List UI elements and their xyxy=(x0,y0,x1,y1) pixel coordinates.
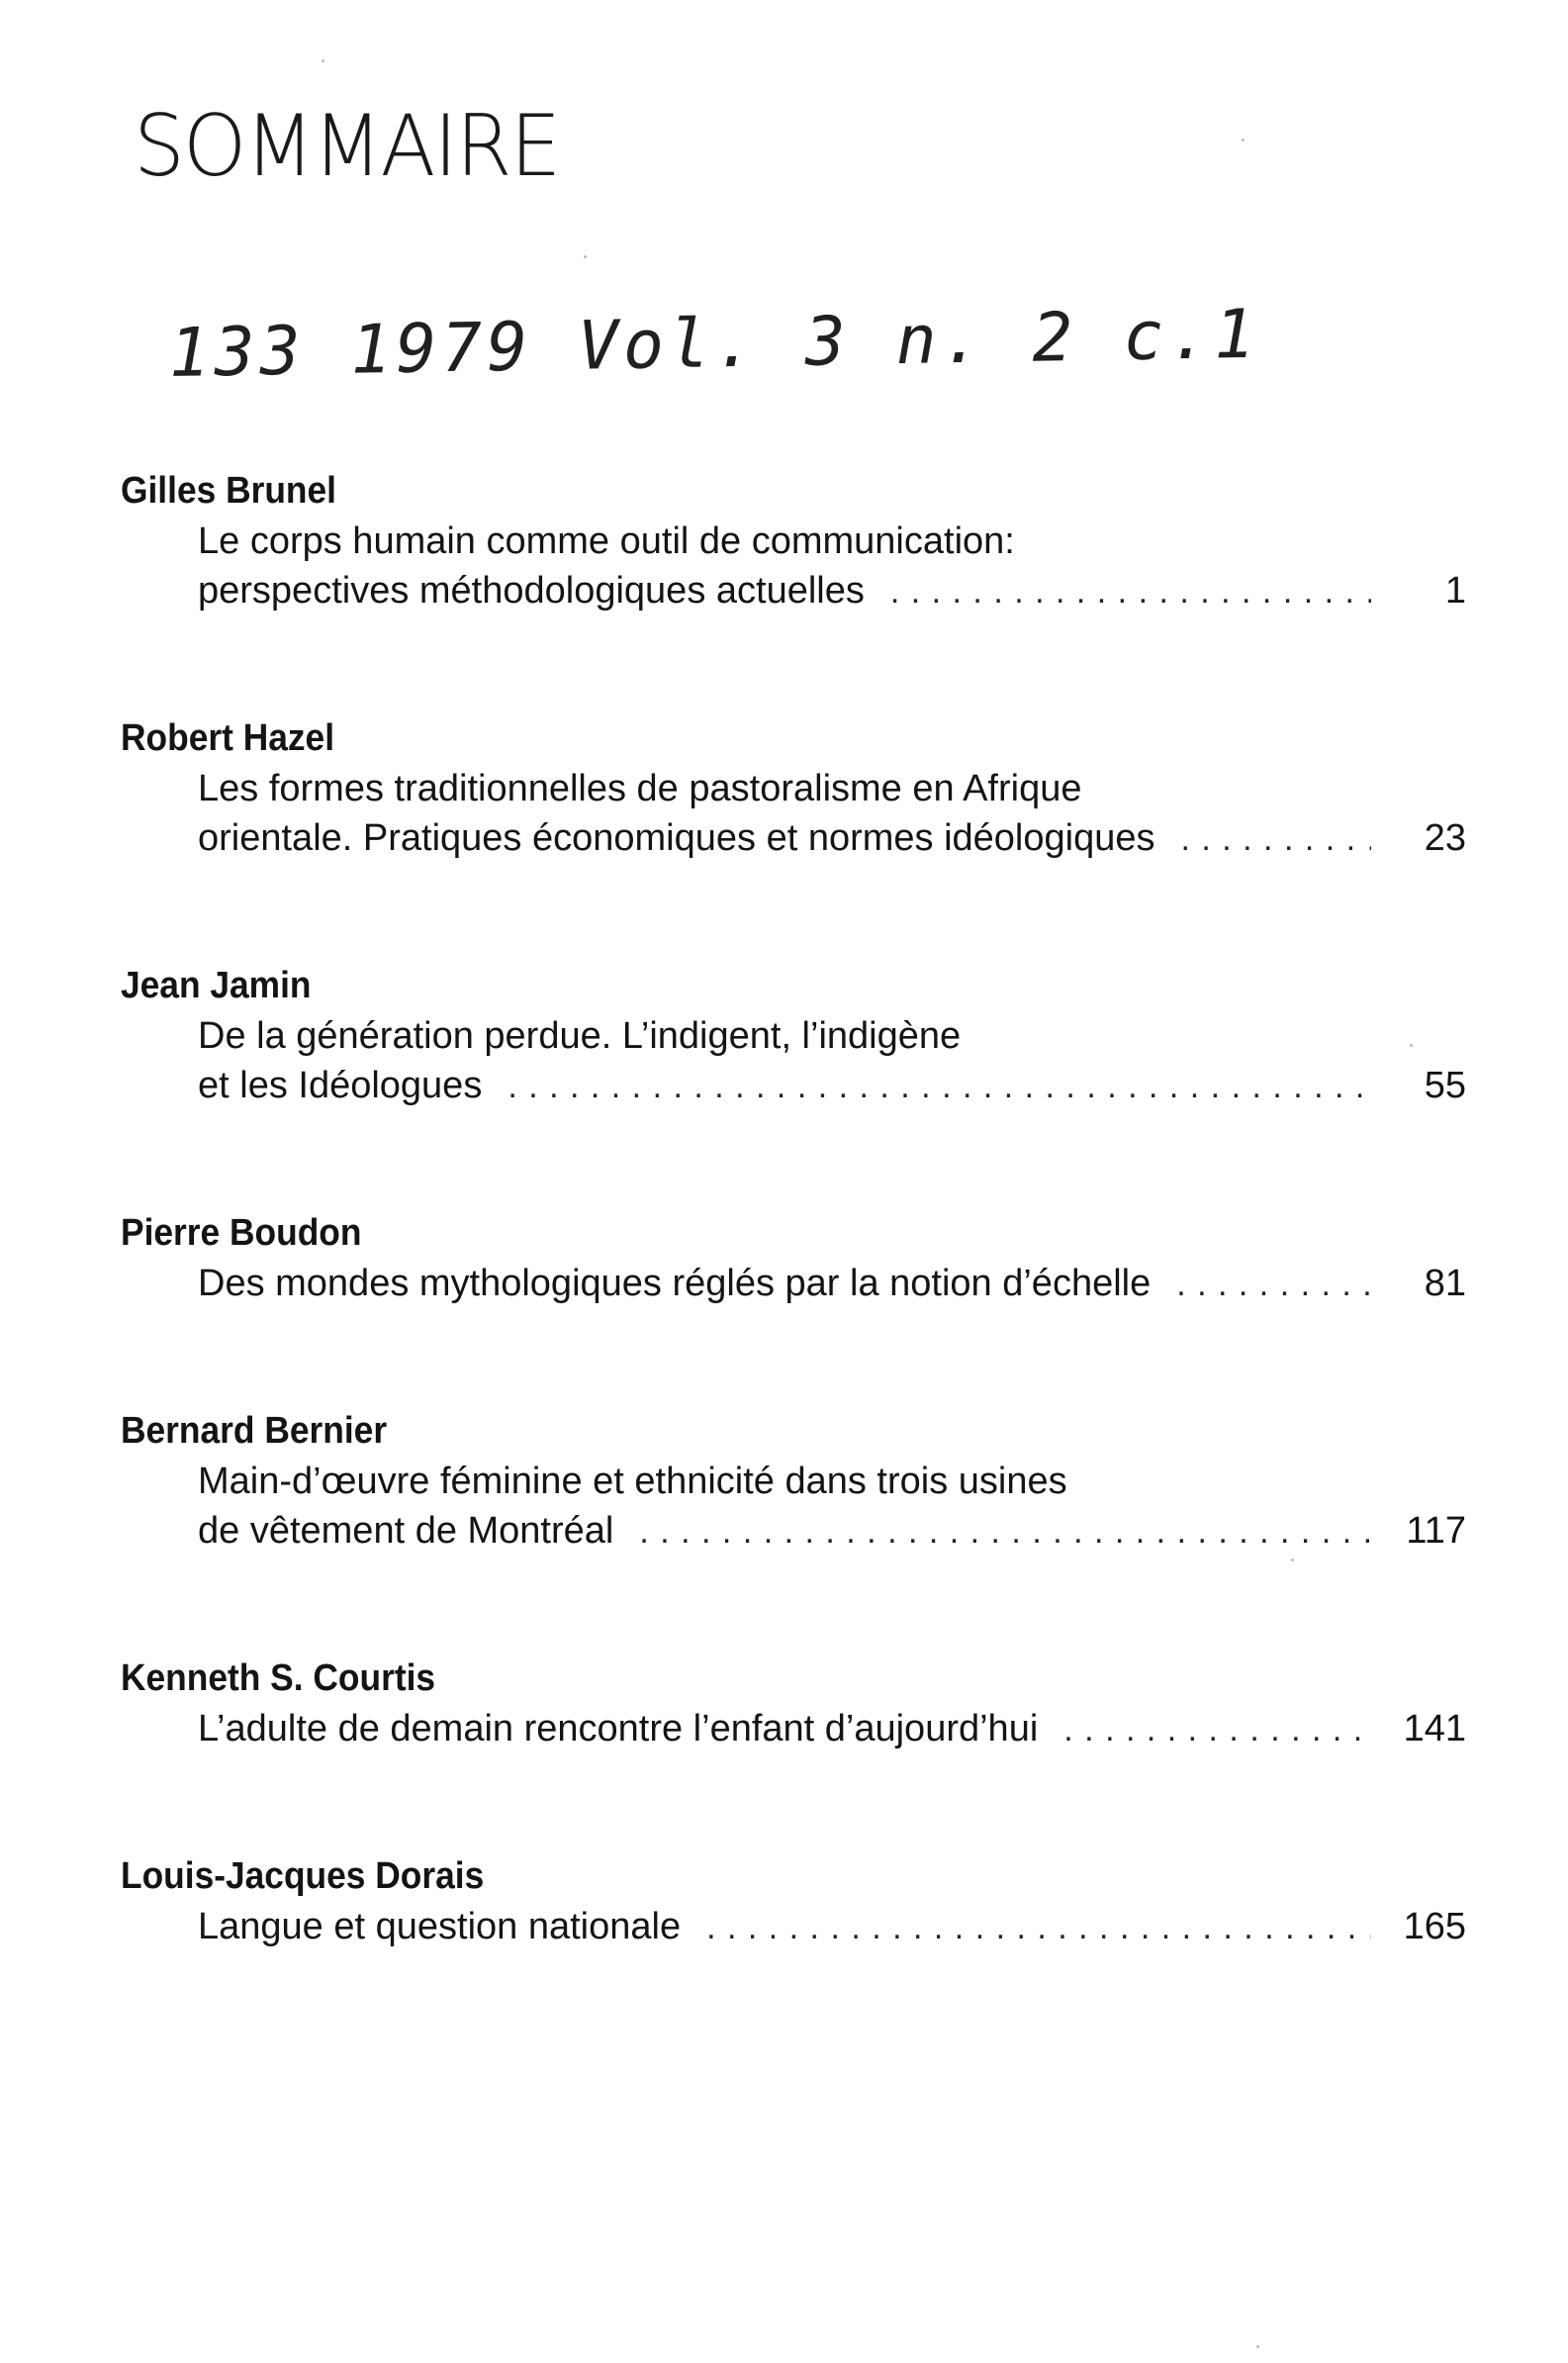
toc-entry xyxy=(121,465,1466,616)
toc-author: Pierre Boudon xyxy=(121,1212,362,1254)
toc-author: Louis-Jacques Dorais xyxy=(121,1855,485,1897)
toc-title-line xyxy=(198,813,1466,864)
toc-page-number: 81 xyxy=(1424,1263,1466,1304)
toc-title-text: Langue et question nationale xyxy=(198,1906,682,1947)
toc-entry xyxy=(121,1653,1466,1754)
paper-speck xyxy=(1410,1044,1413,1047)
paper-speck xyxy=(322,59,324,62)
toc-title-line xyxy=(198,1011,1466,1061)
toc-page-number: 23 xyxy=(1424,817,1466,859)
toc-title-line xyxy=(198,1457,1466,1506)
paper-speck xyxy=(1291,1559,1294,1561)
handwritten-shelfmark: 133 1979 Vol. 3 n. 2 c.1 xyxy=(168,295,1260,393)
toc-title-line xyxy=(198,1061,1466,1111)
toc-title-text: Les formes traditionnelles de pastoralisme en Afrique xyxy=(198,768,1082,809)
toc-title-text: Le corps humain comme outil de communication: xyxy=(198,520,1015,562)
toc-title-line xyxy=(198,764,1466,813)
toc-title-text: et les Idéologues xyxy=(198,1065,483,1106)
paper-speck xyxy=(1242,139,1245,142)
dot-leader xyxy=(1176,1260,1371,1309)
toc-title-line xyxy=(198,1704,1466,1754)
toc-author: Robert Hazel xyxy=(121,717,335,759)
toc-page-number: 55 xyxy=(1424,1065,1466,1106)
toc-author: Gilles Brunel xyxy=(121,470,336,512)
toc-title-text: perspectives méthodologiques actuelles xyxy=(198,570,865,612)
toc-author: Bernard Bernier xyxy=(121,1410,388,1452)
toc-title-line xyxy=(198,1259,1466,1309)
toc-entry xyxy=(121,712,1466,864)
toc-entry xyxy=(121,960,1466,1111)
page-title: SOMMAIRE xyxy=(134,97,560,196)
dot-leader xyxy=(706,1903,1371,1952)
dot-leader xyxy=(507,1062,1371,1111)
paper-speck xyxy=(584,255,587,258)
toc-entry xyxy=(121,1405,1466,1557)
toc-page-number: 165 xyxy=(1403,1906,1466,1947)
toc-entry xyxy=(121,1850,1466,1952)
toc-title-line xyxy=(198,1902,1466,1952)
dot-leader xyxy=(1180,814,1371,864)
toc-title-text: orientale. Pratiques économiques et normes idéologiques xyxy=(198,817,1155,859)
toc-title-text: Des mondes mythologiques réglés par la notion d’échelle xyxy=(198,1263,1152,1304)
toc-title-text: L’adulte de demain rencontre l’enfant d’aujourd’hui xyxy=(198,1708,1039,1749)
dot-leader xyxy=(890,567,1371,616)
toc-title-line xyxy=(198,566,1466,616)
toc-author: Kenneth S. Courtis xyxy=(121,1657,436,1699)
toc-author: Jean Jamin xyxy=(121,965,312,1006)
toc-title-text: De la génération perdue. L’indigent, l’indigène xyxy=(198,1015,962,1057)
toc-title-text: Main-d’œuvre féminine et ethnicité dans trois usines xyxy=(198,1461,1067,1502)
toc-page-number: 141 xyxy=(1403,1708,1466,1749)
toc-title-line xyxy=(198,517,1466,566)
toc-page-number: 1 xyxy=(1444,570,1466,612)
paper-speck xyxy=(1256,2345,1259,2348)
dot-leader xyxy=(1063,1705,1371,1754)
toc-page-number: 117 xyxy=(1406,1510,1466,1552)
toc-title-text: de vêtement de Montréal xyxy=(198,1510,614,1552)
toc-entry xyxy=(121,1207,1466,1309)
dot-leader xyxy=(639,1507,1371,1557)
toc-title-line xyxy=(198,1506,1466,1557)
